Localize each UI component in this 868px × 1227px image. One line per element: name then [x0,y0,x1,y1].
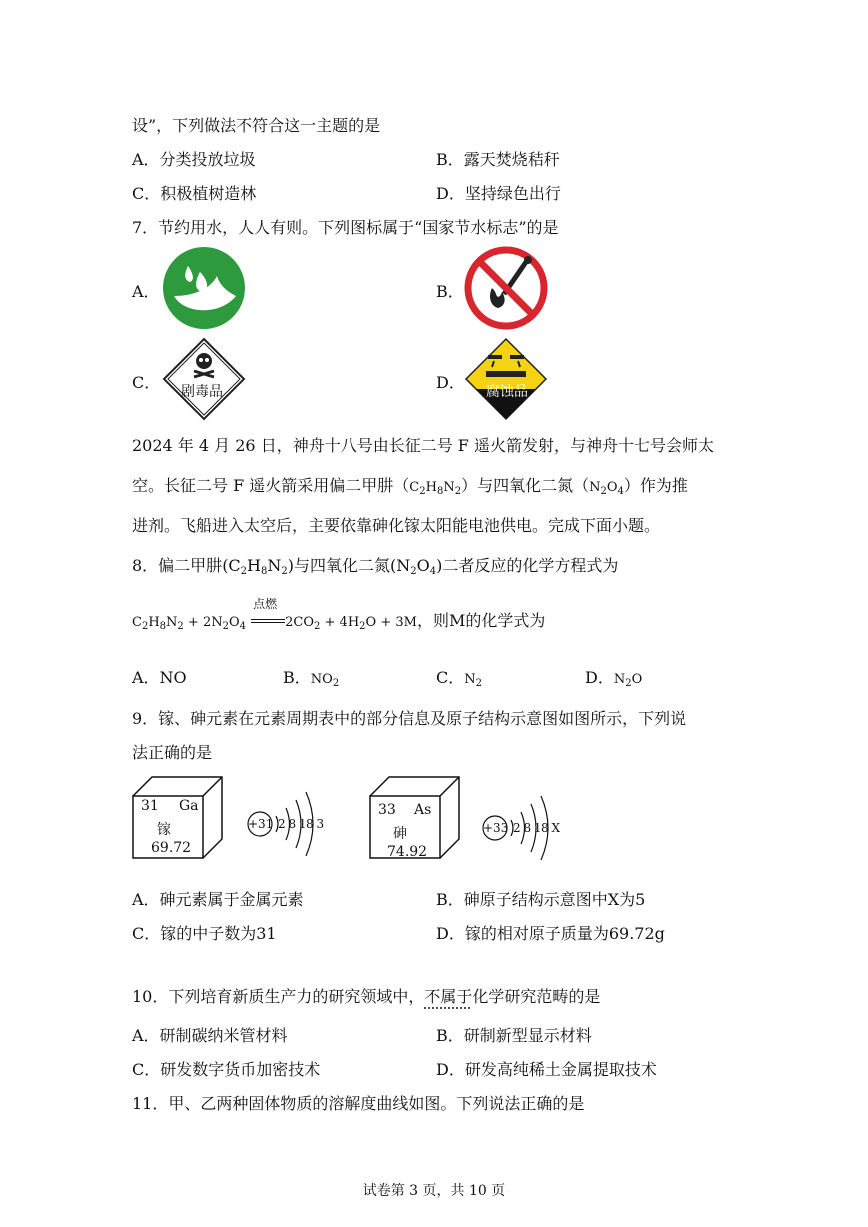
q11-stem: 11．甲、乙两种固体物质的溶解度曲线如图。下列说法正确的是 [132,1094,585,1113]
water-saving-sign-icon [162,246,246,330]
q10-stem-a: 10．下列培育新质生产力的研究领域中， [132,987,425,1006]
arsenic-atomic-number: 33 [378,802,396,818]
arsenic-electron-shells: 2 8 18 X [513,821,560,835]
formula-c2h8n2-paren: $(C_2H_8N_2)$ [222,556,294,577]
q7-option-b-label: B． [436,282,464,301]
gallium-electron-shells: 2 8 18 3 [278,817,324,831]
gallium-nucleus: +31 [248,817,274,831]
passage-line-2a: 空。长征二号 F 遥火箭采用偏二甲肼（ [132,476,410,495]
passage-line-2 [132,473,688,497]
q8-option-a: A．NO [132,668,187,687]
formula-n2o4: $N_2O_4$ [589,480,624,497]
q7-option-a-label: A． [132,282,160,301]
q6-option-d: D．坚持绿色出行 [436,184,561,203]
arsenic-symbol: As [414,802,432,818]
page-footer: 试卷第 3 页，共 10 页 [362,1183,506,1199]
q10-option-b: B．研制新型显示材料 [436,1026,592,1045]
passage-line-1: 2024 年 4 月 26 日，神舟十八号由长征二号 F 遥火箭发射，与神舟十七号会师太 [132,436,714,455]
q9-option-a: A．砷元素属于金属元素 [132,890,304,909]
q10-option-d: D．研发高纯稀土金属提取技术 [436,1060,657,1079]
no-fire-sign-icon [464,246,548,330]
q8-option-d: D．$N_2O$ [585,668,643,689]
q6-option-a: A．分类投放垃圾 [132,150,256,169]
equation-products: $2CO_2 + 4H_2O + 3M$ [285,615,417,632]
q10-emphasis: 不属于 [424,987,473,1006]
corrosive-sign-icon [464,337,548,421]
q8-stem [132,553,618,577]
q7-stem: 7．节约用水，人人有则。下列图标属于“国家节水标志”的是 [132,218,559,237]
arsenic-name: 砷 [393,826,407,842]
corrosive-sign-text: 腐蚀品 [486,384,528,400]
q8-option-c: C．$N_2$ [436,668,482,689]
q8-equation [132,596,546,632]
q8-stem-a: 8．偏二甲肼 [132,556,223,575]
q6-option-b: B．露天焚烧秸秆 [436,150,560,169]
q8-question-tail: ，则M的化学式为 [416,611,546,630]
reaction-arrow [251,596,285,629]
q9-option-d: D．镓的相对原子质量为69.72g [436,924,665,943]
q8-option-b: B．$NO_2$ [283,668,340,689]
toxic-sign-icon [162,337,246,421]
q9-stem-line-1: 9．镓、砷元素在元素周期表中的部分信息及原子结构示意图如图所示，下列说 [132,709,687,728]
passage-line-2c: ）作为推 [623,476,688,495]
toxic-sign-text: 剧毒品 [181,384,223,400]
equation-reactants: $C_2H_8N_2 + 2N_2O_4$ [132,615,247,632]
gallium-symbol: Ga [179,798,199,814]
reaction-condition: 点燃 [253,596,278,611]
arsenic-atomic-mass: 74.92 [387,844,428,860]
q8-stem-b: 与四氧化二氮 [294,556,391,575]
q8-stem-c: 二者反应的化学方程式为 [442,556,619,575]
gallium-atomic-number: 31 [141,798,159,814]
gallium-name: 镓 [157,822,171,838]
q6-option-c: C．积极植树造林 [132,184,257,203]
q10-option-c: C．研发数字货币加密技术 [132,1060,321,1079]
q10-stem [132,984,600,1007]
q10-option-a: A．研制碳纳米管材料 [132,1026,288,1045]
q9-stem-line-2: 法正确的是 [132,743,213,762]
arsenic-nucleus: +33 [483,821,509,835]
passage-line-2b: ）与四氧化二氮（ [461,476,590,495]
q7-option-c-label: C． [132,373,161,392]
q9-option-b: B．砷原子结构示意图中X为5 [436,890,646,909]
q10-stem-b: 化学研究范畴的是 [472,987,601,1006]
q9-option-c: C．镓的中子数为31 [132,924,277,943]
formula-n2o4-paren: $(N_2O_4)$ [390,556,443,577]
q7-option-d-label: D． [436,373,465,392]
formula-c2h8n2: $C_2H_8N_2$ [409,480,462,497]
gallium-atomic-mass: 69.72 [151,840,192,856]
q6-stem-continuation: 设”，下列做法不符合这一主题的是 [132,116,381,135]
passage-line-3: 进剂。飞船进入太空后，主要依靠砷化镓太阳能电池供电。完成下面小题。 [132,516,661,535]
